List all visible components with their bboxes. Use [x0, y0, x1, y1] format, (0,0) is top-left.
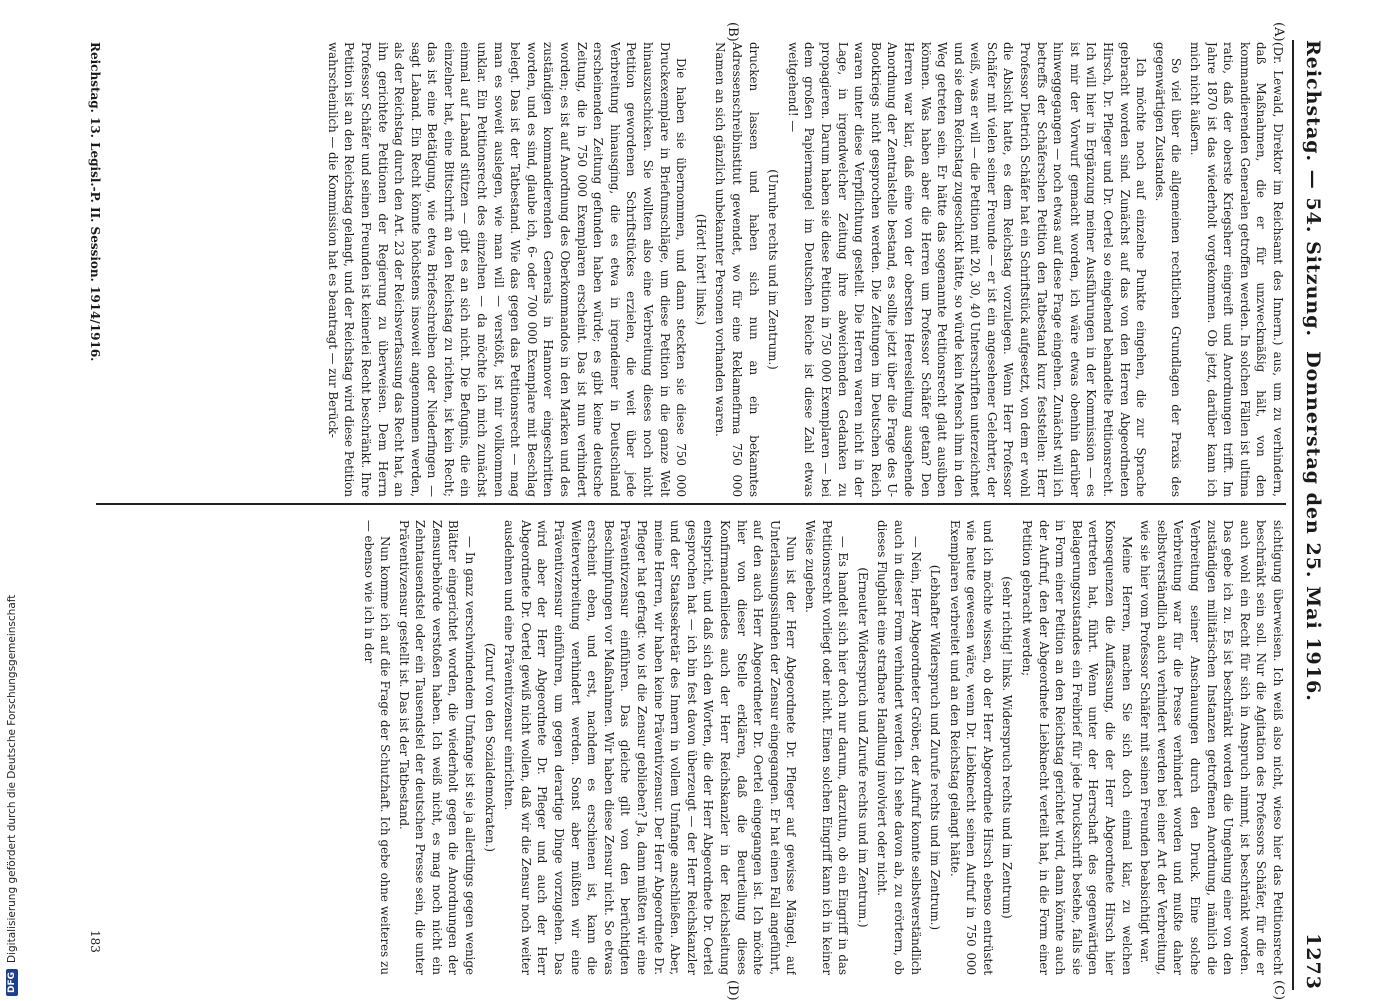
paragraph: Die haben sie übernommen, und dann steckten sie diese 750 000 Druckexemplare in Briefumschläge, um diese Petition in die ganze Welt hinauszuschicken. Sie wollten also eine Verbreitung dieses noch nicht Petition gewordenen Schriftstückes erzielen, die weit über jede Verbreitung hinausging, die es etwa in irgendeiner in Deutschland erscheinenden Zeitung gefunden haben würde; es gibt keine deutsche Zeitung, die in 750 000 Exemplaren erscheint. Das ist nun verhindert worden; es ist auf Anordnung des Oberkommandos in den Marken und des zuständigen kommandierenden Generals in Hannover eingeschritten worden, und es sind, glaube ich, 6- oder 700 000 Exemplare mit Beschlag belegt. Das ist der Tatbestand. Wie das gegen das Petitionsrecht — mag man es soweit auslegen, wie man will — verstößt, ist mir vollkommen unklar. Ein Petitionsrecht des einzelnen — da möchte ich mich zunächst einmal auf Laband stützen — gibt es an sich nicht. Die Befugnis, die ein einzelner hat, eine Bittschrift an den Reichstag zu richten, ist kein Recht; das ist eine Betätigung, wie etwa Briefeschreiben oder Niederfingen — sagt Laband. Ein Recht könnte höchstens insoweit angenommen werden, als der Reichstag durch den Art. 23 der Reichsverfassung das Recht hat, an ihn gerichtete Petitionen der Regierung zu überweisen. Dem Herrn Professor Schäfer und seinen Freunden ist keinerlei Recht beschränkt. Ihre Petition ist an den Reichstag gelangt, und der Reichstag wird diese Petition wahrscheinlich — die Kommission hat es beantragt — zur Berück- — [325, 42, 689, 497]
interjection: (Unruhe rechts und im Zentrum.) — [766, 169, 781, 370]
interjection: (Lebhafter Widerspruch und Zurufe rechts und im Zentrum.) — [928, 564, 943, 931]
marker-d: (D) — [725, 980, 740, 1001]
left-column — [106, 42, 1286, 497]
footer-session: Reichstag. 13. Legisl.-P. II. Session. 1914/1916. — [88, 42, 102, 362]
marker-a: (A) — [1271, 22, 1286, 42]
column-divider — [96, 503, 1286, 505]
header-rule — [1292, 40, 1294, 990]
page-number: 1273 — [1302, 933, 1324, 990]
digitization-credit-text: Digitalisierung gefördert durch die Deutsche Forschungsgemeinschaft — [6, 594, 18, 963]
marker-b: (B) — [725, 22, 740, 42]
page-header — [1296, 40, 1330, 990]
paragraph: — In ganz verschwindendem Umfange ist sie ja allerdings gegen wenige Blätter eingerichtet worden, die wiederholt gegen die Anordnungen der Zensurbehörde verstoßen haben. Ich weiß nicht, es mag noch nicht ein Zehntausendstel oder ein Tausendstel der deutschen Presse sein, die unter Präventivzensur gestellt ist. Das ist der Tatbestand. — [396, 520, 478, 975]
interjection: (Erneuter Widerspruch und Zurufe rechts und im Zentrum.) — [855, 567, 870, 928]
paragraph: So viel über die allgemeinen rechtlichen Grundlagen der Praxis des gegenwärtigen Zustandes. — [1152, 42, 1184, 497]
rotated-page — [20, 0, 1340, 1000]
paragraph: — Nein, Herr Abgeordneter Gröber, der Aufruf konnte selbstverständlich auch in dieser Form verhindert werden. Ich sehe davon ab, zu erörtern, ob dieses Flugblatt eine strafbare Handlung involviert oder nicht. — [875, 520, 923, 975]
digitization-credit — [4, 6, 20, 996]
header-title: Reichstag. — 54. Sitzung. — [1302, 40, 1324, 338]
document-page — [20, 0, 1340, 1000]
paragraph: Nun komme ich auf die Frage der Schutzhaft. Ich gebe ohne weiteres zu — ebenso wie ich in der — [361, 520, 393, 975]
paragraph: Meine Herren, machen Sie sich doch einmal klar, zu welchen Konsequenzen die Auffassung, die der Herr Abgeordnete Hirsch hier vertreten hat, führt. Wenn unter der Herrschaft des gegenwärtigen Belagerungszustandes ein Freibrief für jede Druckschrift bestehe, falls sie in Form einer Petition an den Reichstag gerichtet wird, dann könnte auch der Aufruf, den der Abgeordnete Liebknecht verteilt hat, in die Form einer Petition gebracht werden; — [1020, 520, 1134, 975]
paragraph: (Dr. Lewald, Direktor im Reichsamt des Innern.) aus, um zu verhindern, daß Maßnahmen, die er für unzweckmäßig hält, von den kommandierenden Generalen getroffen werden. In solchen Fällen ist ultima ratio, daß der oberste Kriegsherr eingreift und Anordnungen trifft. Im Jahre 1870 ist das wiederholt vorgekommen. Ob jetzt, darüber kann ich mich nicht äußern. — [1188, 42, 1285, 497]
interjection: (Zuruf von den Sozialdemokraten.) — [482, 642, 497, 853]
interjection: (Hört! hört! links.) — [693, 213, 708, 326]
footer-sheet-number: 183 — [88, 930, 102, 953]
paragraph: und ich möchte wissen, ob der Herr Abgeordnete Hirsch ebenso entrüstet wie heute gewesen wäre, wenn Dr. Liebknecht seinen Aufruf in 750 000 Exemplaren verbreitet und an den Reichstag gelangt hätte. — [947, 520, 995, 975]
right-column — [106, 520, 1286, 975]
paragraph: sichtigung überweisen. Ich weiß also nicht, wieso hier das Petitionsrecht beschränkt sein soll. Nur die Agitation des Professors Schäfer, für die er auch wohl ein Recht für sich in Anspruch nimmt, ist beschränkt worden. Das gebe ich zu. Es ist beschränkt worden die Umgehung einer von den zuständigen militärischen Instanzen getroffenen Anordnung, nämlich die Verbreitung seiner Anschauungen durch den Druck. Eine solche Verbreitung war für die Presse verhindert worden und mußte daher selbstverständlich auch verhindert werden bei einer Art der Verbreitung, wie sie hier vom Professor Schäfer mit seinen Freunden beabsichtigt war. — [1138, 520, 1285, 975]
paragraph: drucken lassen und haben sich nun an ein bekanntes Adressenschreibinstitut gewendet, wo für eine Reklamefirma 750 000 Namen an sich gänzlich unbekannter Personen vorhanden waren. — [713, 42, 761, 497]
header-date: Donnerstag den 25. Mai 1916. — [1302, 351, 1324, 702]
marker-c: (C) — [1271, 980, 1286, 1001]
paragraph: Nun ist der Herr Abgeordnete Dr. Pfleger auf gewisse Mängel, auf Unterlassungssünden der Zensur eingegangen. Er hat einen Fall angeführt, auf den auch Herr Abgeordneter Dr. Oertel eingegangen ist. Ich möchte hier von dieser Stelle erklären, daß die Beurteilung dieses Konfirmandenliedes auch der Herr Reichskanzler in der Reichsleitung entspricht, und daß sich den Worten, die der Herr Abgeordnete Dr. Oertel gesprochen hat — ich bin fest davon überzeugt — der Herr Reichskanzler und der Staatssekretär des Innern in vollem Umfange anschließen. Aber, meine Herren, wir haben keine Präventivzensur. Der Herr Abgeordnete Dr. Pfleger hat gefragt: wo ist die Zensur geblieben? Ja, dann müßten wir eine Präventivzensur einführen. Das gleiche gilt von den berüchtigten Beschimpfungen vor Maßnahmen. Wir haben diese Zensur nicht. So etwas erscheint eben, und erst, nachdem es erschienen ist, kann die Weiterverbreitung verhindert werden. Sonst aber müßten wir eine Präventivzensur einführen, um gegen derartige Dinge vorzugehen. Das wird aber der Herr Abgeordnete Dr. Pfleger und auch der Herr Abgeordnete Dr. Oertel gewiß nicht wollen, daß wir die Zensur noch weiter ausdehnen und eine Präventivzensur einrichten. — [502, 520, 799, 975]
interjection: (sehr richtig! links. Widerspruch rechts und im Zentrum) — [1000, 576, 1015, 919]
paragraph: Ich möchte noch auf einzelne Punkte eingehen, die zur Sprache gebracht worden sind. Zunächst auf das von den Herren Abgeordneten Hirsch, Dr. Pfleger und Dr. Oertel so eingehend behandelte Petitionsrecht. Ich will hier in Ergänzung meiner Ausführungen in der Kommission — es ist mir der Vorwurf gemacht worden, ich wäre etwas obenhin darüber hinweggegangen — noch etwas auf diese Frage eingehen. Zunächst will ich betreffs der Schäferschen Petition den Tatbestand kurz feststellen: Herr Professor Dietrich Schäfer hat ein Schriftstück aufgesetzt, von dem er wohl die Absicht hatte, es dem Reichstag vorzulegen. Wenn Herr Professor Schäfer mit vielen seiner Freunde — er ist ein angesehener Gelehrter, der weiß, was er will — die Petition mit 20, 30, 40 Unterschriften unterzeichnet und sie dem Reichstag zugeschickt hätte, so würde kein Mensch ihm in den Weg getreten sein. Er hätte das sogenannte Petitionsrecht glatt ausüben können. Was haben aber die Herren um Professor Schäfer getan? Den Herren war klar, daß eine von der obersten Heeresleitung ausgehende Anordnung der Zentralstelle bestand, es sollte jetzt über die Frage des U-Bootkriegs nicht gesprochen werden. Die Zeitungen im Deutschen Reich waren unter diese Verpflichtung gestellt. Die Herren waren nicht in der Lage, in irgendwelcher Zeitung ihre abweichenden Gedanken zu propagieren. Darum haben sie diese Petition in 750 000 Exemplaren — bei dem großen Papiermangel im Deutschen Reiche ist diese Zahl etwas weitgehend! — — [785, 42, 1149, 497]
paragraph: — Es handelt sich hier doch nur darum, darzutun, ob ein Eingriff in das Petitionsrecht vorliegt oder nicht. Einen solchen Eingriff kann ich in keiner Weise zugeben. — [802, 520, 851, 975]
dfg-logo: DFG — [6, 969, 18, 996]
